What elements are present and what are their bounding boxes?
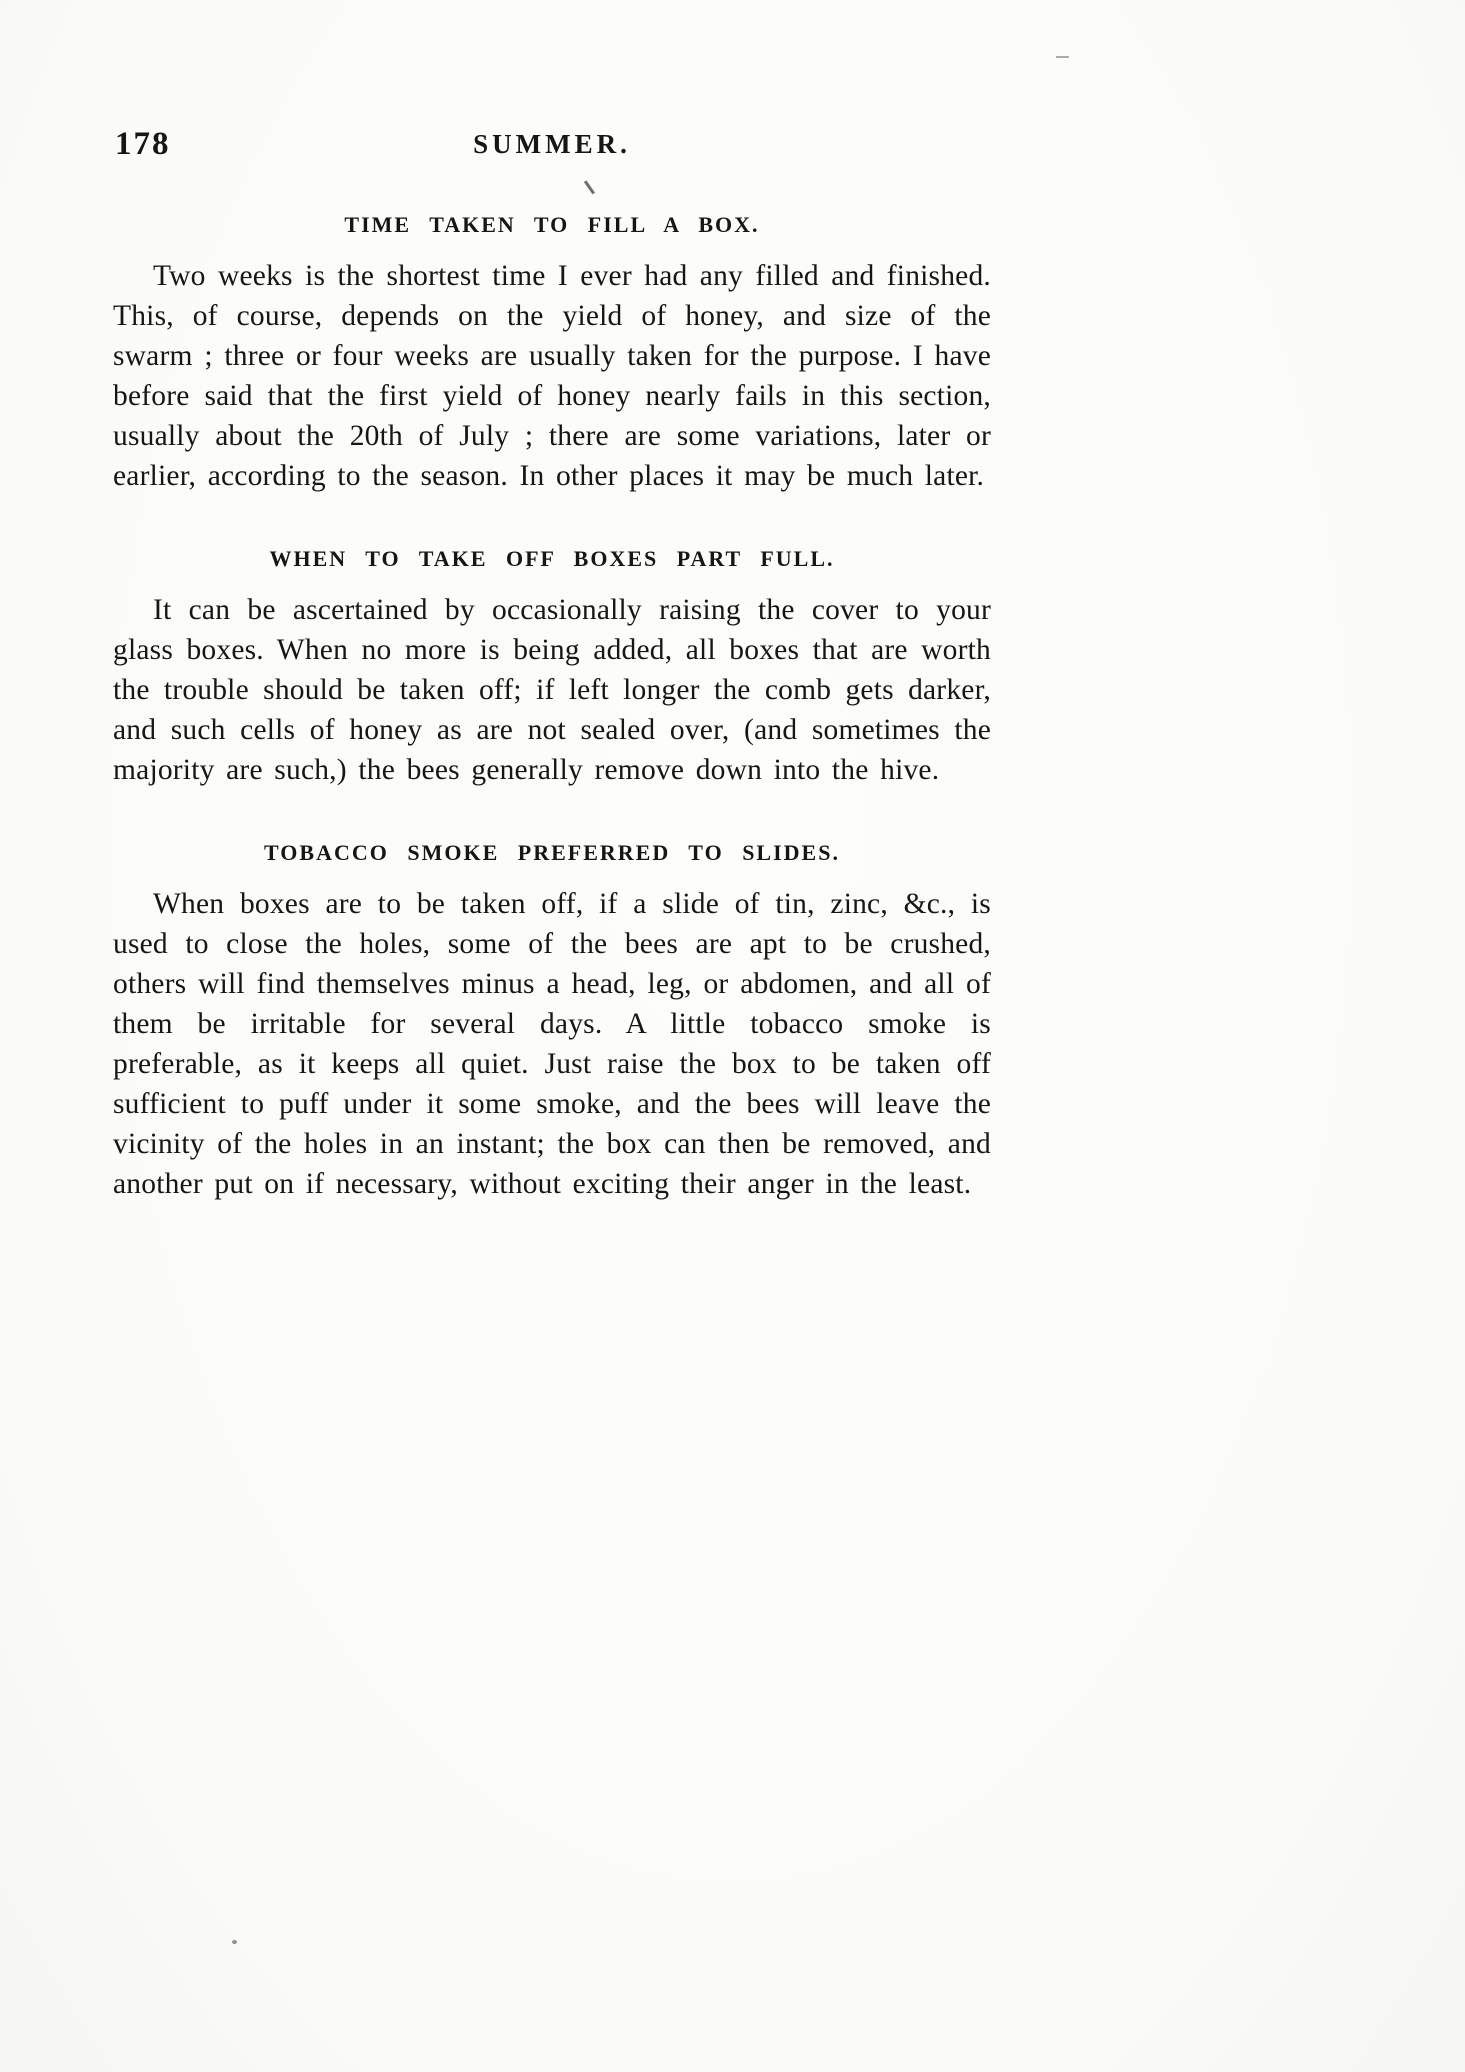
- page-number: 178: [115, 126, 171, 162]
- paragraph: When boxes are to be taken off, if a slide of tin, zinc, &c., is used to close the holes, some of the bees are apt to be crushed, others will find themselves minus a head, leg, or abdomen, and all of them be irritable for several days. A little tobacco smoke is preferable, as it keeps all quiet. Just raise the box to be taken off sufficient to puff under it some smoke, and the bees will leave the vicinity of the holes in an instant; the box can then be removed, and another put on if necessary, without exciting their anger in the least.: [113, 888, 991, 1200]
- section-tobacco-smoke: [113, 840, 991, 1204]
- paragraph: It can be ascertained by occasionally raising the cover to your glass boxes. When no more is being added, all boxes that are worth the trouble should be taken off; if left longer the comb gets darker, and such cells of honey as are not sealed over, (and sometimes the majority are such,) the bees generally remove down into the hive.: [113, 594, 991, 786]
- section-heading: TIME TAKEN TO FILL A BOX.: [344, 212, 760, 237]
- scan-artifact-dot: [232, 1940, 237, 1944]
- paragraph: Two weeks is the shortest time I ever had any filled and finished. This, of course, depends on the yield of honey, and size of the swarm ; three or four weeks are usually taken for the purpose. I have before said that the first yield of honey nearly fails in this section, usually about the 20th of July ; there are some variations, later or earlier, according to the season. In other places it may be much later.: [113, 260, 991, 492]
- text-block: [113, 126, 991, 1204]
- section-time-taken: [113, 212, 991, 496]
- page-header: [113, 126, 991, 172]
- section-when-to-take-off: [113, 546, 991, 790]
- section-heading: TOBACCO SMOKE PREFERRED TO SLIDES.: [264, 840, 840, 865]
- section-heading: WHEN TO TAKE OFF BOXES PART FULL.: [269, 546, 835, 571]
- running-head: SUMMER.: [473, 129, 631, 159]
- scan-artifact-dash: [1056, 56, 1069, 58]
